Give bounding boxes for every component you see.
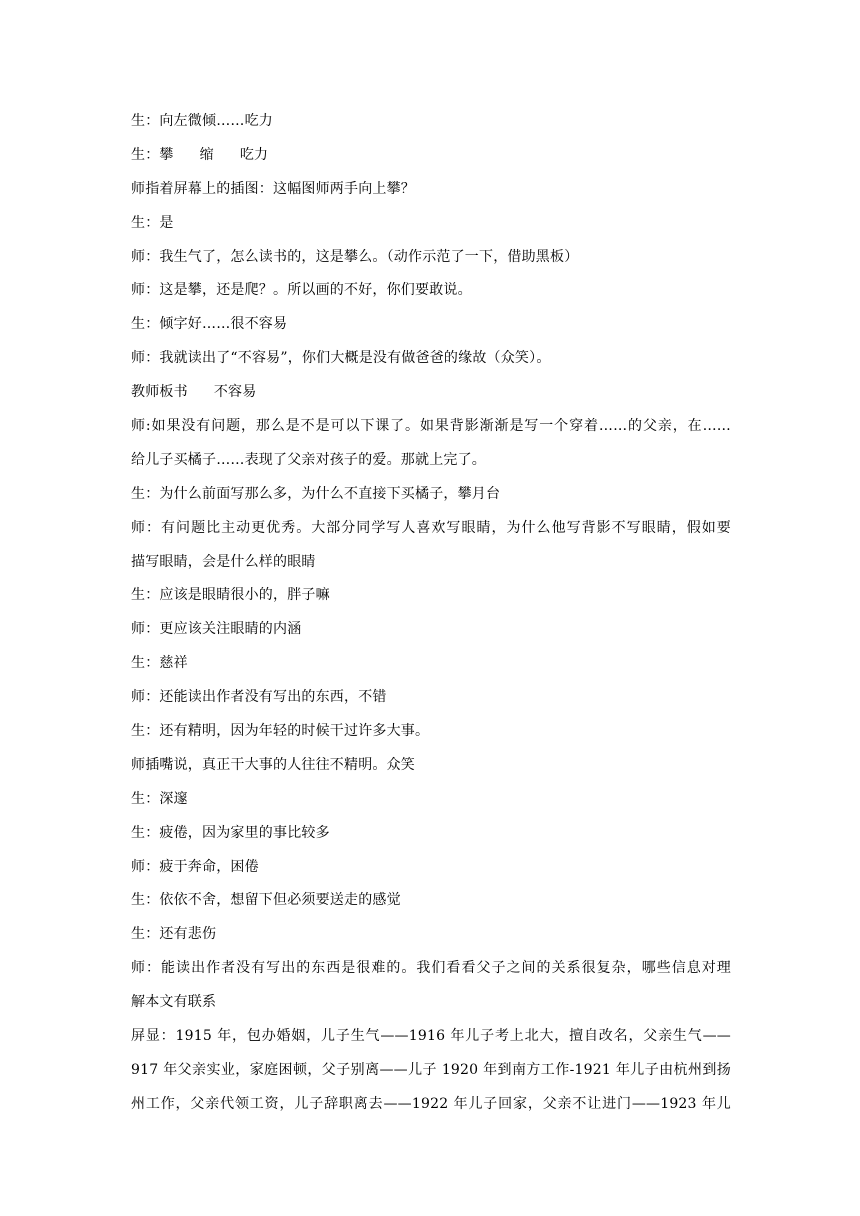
line-segment: 缩 (199, 146, 214, 163)
paragraph-line: 生：疲倦，因为家里的事比较多 (131, 824, 330, 841)
line-segment: 吃力 (239, 146, 269, 163)
paragraph-line: 师：还能读出作者没有写出的东西，不错 (131, 689, 387, 706)
paragraph-line: 生：还有悲伤 (131, 926, 217, 943)
paragraph-line: 师插嘴说，真正干大事的人往往不精明。众笑 (131, 756, 415, 773)
paragraph-line: 生：向左微倾……吃力 (131, 113, 273, 129)
paragraph-line (131, 144, 731, 178)
paragraph-line: 师：疲于奔命，困倦 (131, 858, 259, 875)
paragraph-line: 917 年父亲实业，家庭困顿，父子别离——儿子 1920 年到南方工作-1921 年儿子由杭州到扬 (131, 1061, 731, 1078)
paragraph-line: 生：是 (131, 214, 174, 231)
paragraph-line: 州工作，父亲代领工资，儿子辞职离去——1922 年儿子回家，父亲不让进门——1923 年儿 (131, 1095, 731, 1112)
paragraph-line: 生：依依不舍，想留下但必须要送走的感觉 (131, 892, 401, 909)
paragraph-line: 解本文有联系 (131, 994, 217, 1011)
paragraph-line: 生：倾字好……很不容易 (131, 316, 288, 333)
paragraph-line: 屏显：1915 年，包办婚姻，儿子生气——1916 年儿子考上北大，擅自改名，父亲生气—— (131, 1028, 731, 1045)
paragraph-line: 描写眼睛，会是什么样的眼睛 (131, 553, 316, 570)
paragraph-line: 给儿子买橘子……表现了父亲对孩子的爱。那就上完了。 (131, 451, 486, 468)
paragraph-line: 师：我就读出了“不容易”，你们大概是没有做爸爸的缘故（众笑）。 (131, 350, 551, 367)
line-segment: 生：攀 (131, 146, 174, 163)
paragraph-line: 师：有问题比主动更优秀。大部分同学写人喜欢写眼睛，为什么他写背影不写眼睛，假如要 (131, 519, 731, 536)
paragraph-line: 师：能读出作者没有写出的东西是很难的。我们看看父子之间的关系很复杂，哪些信息对理 (131, 960, 731, 977)
line-segment: 不容易 (213, 384, 257, 401)
document-body (131, 110, 731, 1127)
paragraph-line: 师指着屏幕上的插图：这幅图师两手向上攀？ (131, 180, 415, 197)
paragraph-line: 师：这是攀，还是爬？。所以画的不好，你们要敢说。 (131, 282, 472, 299)
paragraph-line: 师：我生气了，怎么读书的，这是攀么。（动作示范了一下，借助黑板） (131, 248, 579, 265)
paragraph-line: 师:如果没有问题，那么是不是可以下课了。如果背影渐渐是写一个穿着……的父亲，在…… (131, 418, 731, 435)
paragraph-line: 生：慈祥 (131, 655, 188, 672)
paragraph-line: 生：还有精明，因为年轻的时候干过许多大事。 (131, 723, 430, 740)
paragraph-line: 生：应该是眼睛很小的，胖子嘛 (131, 587, 330, 604)
paragraph-line (131, 381, 731, 415)
line-segment: 教师板书 (131, 384, 188, 401)
paragraph-line: 师：更应该关注眼睛的内涵 (131, 621, 302, 638)
paragraph-line: 生：为什么前面写那么多，为什么不直接下买橘子，攀月台 (131, 485, 501, 502)
paragraph-line: 生：深邃 (131, 790, 188, 807)
